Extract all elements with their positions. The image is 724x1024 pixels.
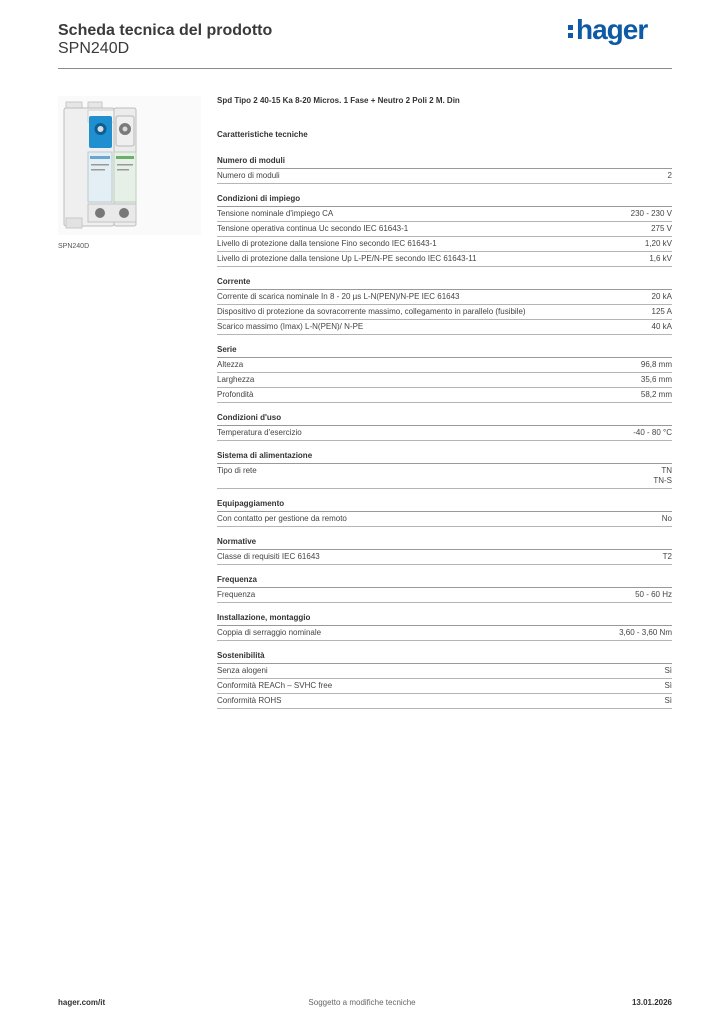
group-title: Frequenza <box>217 575 672 588</box>
spec-group <box>217 345 672 403</box>
spec-value: -40 - 80 °C <box>633 428 672 437</box>
spec-row <box>217 358 672 373</box>
spec-group <box>217 651 672 709</box>
spec-label: Numero di moduli <box>217 171 280 180</box>
group-title: Condizioni di impiego <box>217 194 672 207</box>
spec-value: TN TN-S <box>653 466 672 485</box>
spec-row <box>217 373 672 388</box>
spec-group <box>217 575 672 603</box>
spec-label: Dispositivo di protezione da sovracorrente massimo, collegamento in parallelo (fusibile) <box>217 307 526 316</box>
spec-label: Livello di protezione dalla tensione Up L-PE/N-PE secondo IEC 61643-11 <box>217 254 477 263</box>
spec-label: Conformità ROHS <box>217 696 282 705</box>
group-title: Equipaggiamento <box>217 499 672 512</box>
footer-date: 13.01.2026 <box>631 998 672 1007</box>
spec-value: 40 kA <box>651 322 672 331</box>
spec-value: 35,6 mm <box>640 375 672 384</box>
spec-value: No <box>661 514 672 523</box>
product-description: Spd Tipo 2 40-15 Ka 8-20 Micros. 1 Fase + Neutro 2 Poli 2 M. Din <box>217 96 460 105</box>
spec-label: Tensione nominale d'impiego CA <box>217 209 334 218</box>
spec-label: Profondità <box>217 390 254 399</box>
footer-website-link[interactable]: hager.com/it <box>58 998 106 1007</box>
spec-row <box>217 464 672 489</box>
spec-label: Tensione operativa continua Uc secondo IEC 61643-1 <box>217 224 409 233</box>
group-title: Condizioni d'uso <box>217 413 672 426</box>
group-title: Serie <box>217 345 672 358</box>
spec-group <box>217 613 672 641</box>
spec-row <box>217 626 672 641</box>
footer-note: Soggetto a modifiche tecniche <box>308 998 416 1007</box>
spec-row <box>217 388 672 403</box>
spec-label: Senza alogeni <box>217 666 268 675</box>
spec-row <box>217 305 672 320</box>
spec-label: Temperatura d'esercizio <box>217 428 302 437</box>
group-title: Sostenibilità <box>217 651 672 664</box>
group-title: Sistema di alimentazione <box>217 451 672 464</box>
group-title: Normative <box>217 537 672 550</box>
spec-label: Frequenza <box>217 590 256 599</box>
spec-content <box>217 96 672 719</box>
spec-group <box>217 194 672 267</box>
spec-row <box>217 207 672 222</box>
spec-value: Sì <box>664 681 672 690</box>
group-title: Corrente <box>217 277 672 290</box>
spec-value: Sì <box>664 696 672 705</box>
spec-row <box>217 252 672 267</box>
logo-dots-icon <box>568 22 574 41</box>
spec-row <box>217 222 672 237</box>
spec-row <box>217 679 672 694</box>
spec-value: 50 - 60 Hz <box>635 590 672 599</box>
spec-value: 1,6 kV <box>649 254 672 263</box>
spec-row <box>217 290 672 305</box>
spec-value: 1,20 kV <box>644 239 672 248</box>
spec-row <box>217 169 672 184</box>
image-caption: SPN240D <box>58 243 90 250</box>
spec-value: Sì <box>664 666 672 675</box>
header-divider <box>58 68 672 69</box>
spec-group <box>217 156 672 184</box>
spec-label: Classe di requisiti IEC 61643 <box>217 552 320 561</box>
product-image <box>58 96 201 235</box>
spec-row <box>217 664 672 679</box>
spec-value: 275 V <box>651 224 672 233</box>
spec-label: Con contatto per gestione da remoto <box>217 514 347 523</box>
product-code: SPN240D <box>58 40 130 57</box>
spec-row <box>217 320 672 335</box>
spec-label: Larghezza <box>217 375 255 384</box>
spec-value: 3,60 - 3,60 Nm <box>619 628 672 637</box>
spec-value: 230 - 230 V <box>630 209 672 218</box>
spec-label: Altezza <box>217 360 244 369</box>
hager-logo <box>568 14 647 46</box>
spec-row <box>217 426 672 441</box>
page-title: Scheda tecnica del prodotto <box>58 22 273 39</box>
spec-row <box>217 512 672 527</box>
section-heading: Caratteristiche tecniche <box>217 130 308 139</box>
spec-label: Tipo di rete <box>217 466 257 475</box>
spec-row <box>217 694 672 709</box>
spec-label: Corrente di scarica nominale In 8 - 20 µs L-N(PEN)/N-PE IEC 61643 <box>217 292 460 301</box>
group-title: Numero di moduli <box>217 156 672 169</box>
spec-value: 58,2 mm <box>640 390 672 399</box>
spec-group <box>217 451 672 489</box>
spec-value: 2 <box>667 171 672 180</box>
spec-value: 96,8 mm <box>640 360 672 369</box>
spec-row <box>217 588 672 603</box>
logo-text: hager <box>576 14 648 45</box>
spec-value: 125 A <box>651 307 672 316</box>
spec-value: T2 <box>662 552 672 561</box>
group-title: Installazione, montaggio <box>217 613 672 626</box>
spec-group <box>217 499 672 527</box>
spec-label: Scarico massimo (Imax) L-N(PEN)/ N-PE <box>217 322 364 331</box>
spec-row <box>217 237 672 252</box>
spec-group <box>217 277 672 335</box>
spec-group <box>217 413 672 441</box>
spec-group <box>217 537 672 565</box>
spec-label: Coppia di serraggio nominale <box>217 628 322 637</box>
spec-label: Livello di protezione dalla tensione Fino secondo IEC 61643-1 <box>217 239 437 248</box>
spec-row <box>217 550 672 565</box>
spec-label: Conformità REACh – SVHC free <box>217 681 333 690</box>
spec-value: 20 kA <box>651 292 672 301</box>
surge-protector-icon <box>58 96 201 235</box>
